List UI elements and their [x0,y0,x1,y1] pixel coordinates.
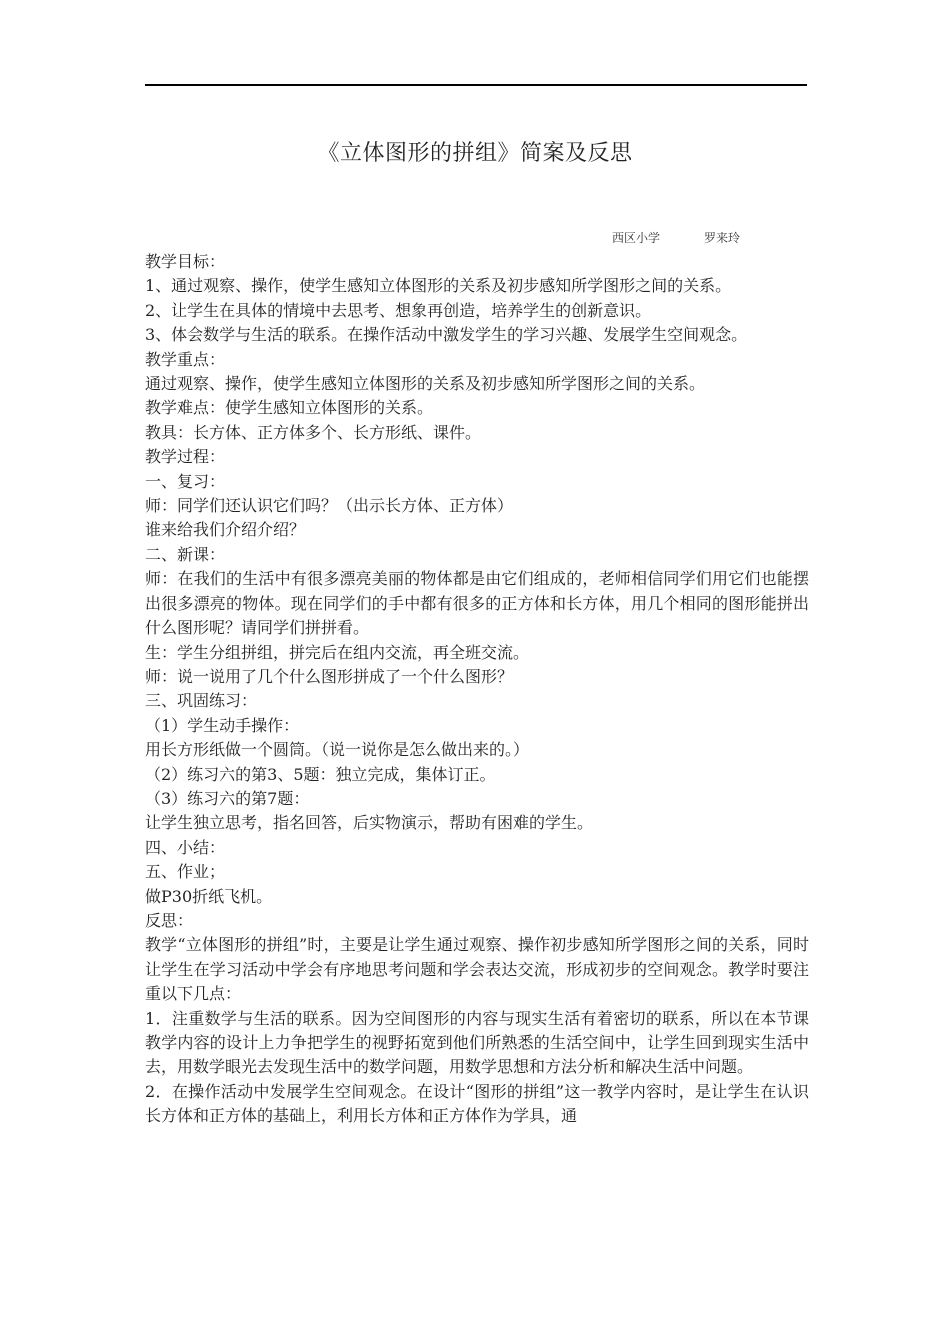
paragraph: 通过观察、操作，使学生感知立体图形的关系及初步感知所学图形之间的关系。 [145,374,706,394]
paragraph: 1．注重数学与生活的联系。因为空间图形的内容与现实生活有着密切的联系，所以在本节课教学内容的设计上力争把学生的视野拓宽到他们所熟悉的生活空间中，让学生回到现实生活中去，用数学眼光去发现生活中的数学问题，用数学思想和方法分析和解决生活中问题。 [145,1008,809,1077]
paragraph: 教具：长方体、正方体多个、长方形纸、课件。 [145,422,482,442]
document-body [145,250,809,1129]
paragraph: 生：学生分组拼组，拼完后在组内交流，再全班交流。 [145,642,530,662]
paragraph: 用长方形纸做一个圆筒。（说一说你是怎么做出来的。） [145,740,530,760]
byline [612,229,740,246]
paragraph: 教学目标： [145,252,226,271]
paragraph: 2、让学生在具体的情境中去思考、想象再创造，培养学生的创新意识。 [145,300,652,320]
header-rule [145,84,807,86]
paragraph: 2．在操作活动中发展学生空间观念。在设计“图形的拼组”这一教学内容时，是让学生在认识长方体和正方体的基础上，利用长方体和正方体作为学具，通 [145,1081,809,1126]
paragraph: 五、作业； [145,862,226,882]
paragraph: 反思： [145,910,194,930]
paragraph: 四、小结： [145,837,226,857]
author-name: 罗来玲 [704,231,741,245]
paragraph: 教学难点：使学生感知立体图形的关系。 [145,398,434,418]
paragraph: 师：说一说用了几个什么图形拼成了一个什么图形？ [145,666,514,686]
paragraph: 做P30折纸飞机。 [145,886,273,906]
paragraph: （2）练习六的第3、5题：独立完成，集体订正。 [145,764,496,784]
paragraph: （1）学生动手操作： [145,715,300,735]
document-title: 《立体图形的拼组》简案及反思 [317,141,633,166]
paragraph: 师：在我们的生活中有很多漂亮美丽的物体都是由它们组成的，老师相信同学们用它们也能摆出很多漂亮的物体。现在同学们的手中都有很多的正方体和长方体，用几个相同的图形能拼出什么图形呢？请同学们拼拼看。 [145,569,809,638]
paragraph: 让学生独立思考，指名回答，后实物演示，帮助有困难的学生。 [145,813,594,833]
paragraph: 谁来给我们介绍介绍？ [145,520,306,540]
paragraph: 一、复习： [145,471,226,491]
paragraph: 3、体会数学与生活的联系。在操作活动中激发学生的学习兴趣、发展学生空间观念。 [145,325,748,345]
paragraph: 教学重点： [145,349,226,369]
paragraph: （3）练习六的第7题： [145,788,310,808]
paragraph: 二、新课： [145,544,226,564]
paragraph: 1、通过观察、操作，使学生感知立体图形的关系及初步感知所学图形之间的关系。 [145,276,732,296]
paragraph: 三、巩固练习： [145,691,258,711]
paragraph: 师：同学们还认识它们吗？（出示长方体、正方体） [145,496,514,516]
paragraph: 教学“立体图形的拼组”时，主要是让学生通过观察、操作初步感知所学图形之间的关系，同时让学生在学习活动中学会有序地思考问题和学会表达交流，形成初步的空间观念。教学时要注重以下几点： [145,935,809,1004]
paragraph: 教学过程： [145,447,226,467]
school-name: 西区小学 [612,231,661,245]
